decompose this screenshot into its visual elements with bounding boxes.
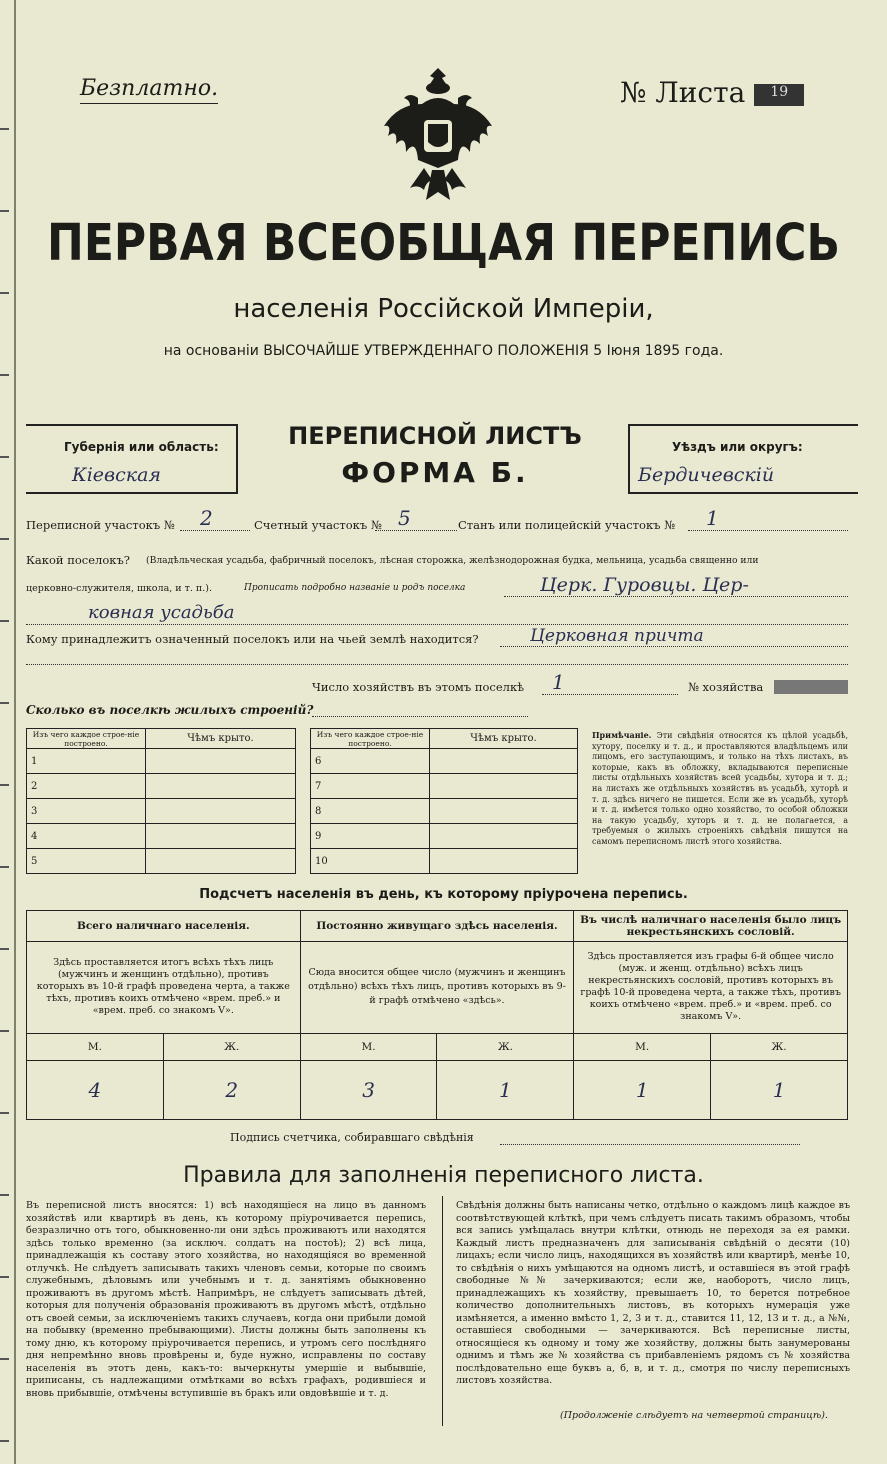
building-row-number: 2 (27, 774, 146, 799)
province-value: Кіевская (72, 464, 161, 486)
sheet-number-value: 19 (754, 84, 804, 106)
settlement-label: Какой поселокъ? (26, 553, 130, 567)
district-box (628, 424, 858, 494)
tally-value: 4 (27, 1060, 164, 1119)
buildings-col-material: Изъ чего каждое строе-ніе построено. (27, 729, 146, 749)
owner-label: Кому принадлежитъ означенный поселокъ или на чьей землѣ находится? (26, 632, 479, 646)
settlement-hint-2: церковно-служителя, школа, и т. п.). (26, 583, 212, 594)
building-row-number: 7 (311, 774, 430, 799)
building-row-number: 9 (311, 824, 430, 849)
tally-col-female: Ж. (711, 1033, 848, 1060)
building-row-number: 4 (27, 824, 146, 849)
tally-value: 1 (711, 1060, 848, 1119)
tally-col-male: М. (574, 1033, 711, 1060)
tally-value: 3 (300, 1060, 437, 1119)
form-title: ФОРМА Б. (341, 456, 529, 489)
buildings-note (592, 730, 848, 848)
stan-label: Станъ или полицейскій участокъ № (458, 518, 675, 532)
buildings-note-lead: Примѣчаніе. (592, 730, 652, 740)
tally-col-female: Ж. (437, 1033, 574, 1060)
count-value: 5 (398, 506, 411, 530)
settlement-hint: (Владѣльческая усадьба, фабричный поселокъ, лѣсная сторожка, желѣзнодорожная будка, мельница, усадьба священно или (146, 555, 759, 566)
province-box (26, 424, 238, 494)
double-headed-eagle-emblem (378, 64, 498, 206)
tally-header-non-peasant: Въ числѣ наличнаго населенія было лицъ некрестьянскихъ сословій. (574, 911, 848, 942)
settlement-value-2: ковная усадьба (88, 602, 235, 623)
tally-value: 1 (437, 1060, 574, 1119)
settlement-value: Церк. Гуровцы. Цер- (540, 574, 749, 596)
sheet-number (620, 76, 804, 109)
district-label: Уѣздъ или округъ: (672, 440, 803, 454)
household-number-label: № хозяйства (688, 680, 764, 694)
buildings-table-right (310, 728, 578, 874)
building-row-number: 6 (311, 749, 430, 774)
households-value: 1 (552, 670, 565, 694)
buildings-col-material: Изъ чего каждое строе-ніе построено. (311, 729, 430, 749)
precinct-value: 2 (200, 506, 213, 530)
rules-continued: (Продолженіе слѣдуетъ на четвертой страницѣ). (560, 1410, 828, 1421)
building-row-number: 8 (311, 799, 430, 824)
households-label: Число хозяйствъ въ этомъ поселкѣ (312, 680, 525, 694)
tally-header-present: Всего наличнаго населенія. (27, 911, 301, 942)
buildings-col-roof: Чѣмъ крыто. (430, 729, 578, 749)
buildings-table-left (26, 728, 296, 874)
tally-desc-present: Здѣсь проставляется итогъ всѣхъ тѣхъ лицъ (мужчинъ и женщинъ отдѣльно), противъ которыхъ въ 10-й графѣ проведена черта, а также тѣхъ, противъ коихъ отмѣчено «врем. преб.» и «врем. преб. со знакомъ V». (27, 941, 301, 1033)
tally-table (26, 910, 848, 1120)
building-row-number: 5 (27, 849, 146, 874)
rules-right-column: Свѣдѣнія должны быть написаны четко, отдѣльно о каждомъ лицѣ каждое въ соотвѣтствующей клѣткѣ, при чемъ слѣдуетъ писать такимъ образомъ, чтобы вся запись умѣщалась внутри клѣтки, отнюдь не переходя за ея рамки. Каждый листъ предназначенъ для записыванія свѣдѣній о десяти (10) лицахъ; если число лицъ, находящихся въ хозяйствѣ или квартирѣ, менѣе 10, то свѣдѣнія о нихъ умѣщаются на одномъ листѣ, и оставшіеся въ этой графѣ свободные №№ зачеркиваются; если же, наоборотъ, число лицъ, принадлежащихъ къ хозяйству, превышаетъ 10, то берется потребное количество дополнительныхъ листовъ, въ которыхъ нумерація уже измѣняется, а именно вмѣсто 1, 2, 3 и т. д., ставится 11, 12, 13 и т. д., а №№, оставшіеся свободными — зачеркиваются. Всѣ переписные листы, относящіеся къ одному и тому же хозяйству, должны быть занумерованы однимъ и тѣмъ же № хозяйства съ прибавленіемъ рядомъ съ № хозяйства послѣдовательно еще буквъ а, б, в, и т. д., смотря по числу переписныхъ листовъ хозяйства. (456, 1200, 850, 1386)
tally-title: Подсчетъ населенія въ день, къ которому пріурочена перепись. (199, 887, 688, 902)
province-label: Губернія или область: (64, 440, 219, 454)
rules-divider (442, 1196, 443, 1426)
tally-header-permanent: Постоянно живущаго здѣсь населенія. (300, 911, 574, 942)
tally-desc-permanent: Сюда вносится общее число (мужчинъ и женщинъ отдѣльно) всѣхъ тѣхъ лицъ, противъ которыхъ въ 9-й графѣ отмѣчено «здѣсь». (300, 941, 574, 1033)
owner-value: Церковная причта (530, 626, 704, 646)
census-subtitle: населенія Россійской Имперіи, (233, 294, 654, 324)
tally-col-male: М. (300, 1033, 437, 1060)
tally-value: 2 (163, 1060, 300, 1119)
tally-col-female: Ж. (163, 1033, 300, 1060)
sheet-title: ПЕРЕПИСНОЙ ЛИСТЪ (288, 422, 582, 450)
signature-label: Подпись счетчика, собиравшаго свѣдѣнія (230, 1131, 474, 1144)
census-title: ПЕРВАЯ ВСЕОБЩАЯ ПЕРЕПИСЬ (47, 214, 840, 273)
household-number-redacted (774, 680, 848, 694)
rules-left-column: Въ переписной листъ вносятся: 1) всѣ находящіеся на лицо въ данномъ хозяйствѣ или квартирѣ въ день, къ которому пріурочивается перепись, безразлично отъ того, обыкновенно-ли они здѣсь проживаютъ или находятся здѣсь только временно (за исключ. солдатъ на постоѣ); 2) всѣ лица, принадлежащія къ составу этого хозяйства, но находящіяся во временной отлучкѣ. Не слѣдуетъ записывать такихъ членовъ семьи, которые по своимъ служебнымъ, дѣловымъ или учебнымъ и т. д. занятіямъ обыкновенно проживаютъ въ другомъ мѣстѣ. Напримѣръ, не слѣдуетъ записывать дѣтей, которыя для полученія образованія проживаютъ въ другомъ мѣстѣ, отдѣльно отъ своей семьи, за исключеніемъ такихъ случаевъ, когда они прибыли домой на побывку (временно пребывающими). Листы должны быть заполнены къ тому дню, къ которому пріурочивается перепись, и утромъ сего послѣдняго дня непремѣнно вновь провѣрены и, буде нужно, исправлены по составу населенія въ этотъ день, какъ-то: вычеркнуты умершіе и выбывшіе, приписаны, съ надлежащими отмѣтками во всѣхъ графахъ, родившіеся и вновь прибывшіе, отмѣчены вступившіе въ бракъ или овдовѣвшіе и т. д. (26, 1200, 426, 1399)
stan-value: 1 (706, 506, 719, 530)
rules-title: Правила для заполненія переписного листа. (183, 1163, 704, 1188)
count-label: Счетный участокъ № (254, 518, 382, 532)
settlement-hint-3: Прописать подробно названіе и родъ поселка (244, 583, 466, 593)
building-row-number: 10 (311, 849, 430, 874)
building-row-number: 3 (27, 799, 146, 824)
tally-value: 1 (574, 1060, 711, 1119)
census-basis: на основаніи ВЫСОЧАЙШЕ УТВЕРЖДЕННАГО ПОЛОЖЕНІЯ 5 Іюня 1895 года. (163, 343, 724, 359)
district-value: Бердичевскій (638, 464, 775, 486)
building-row-number: 1 (27, 749, 146, 774)
tally-desc-non-peasant: Здѣсь проставляется изъ графы 6-й общее число (муж. и женщ. отдѣльно) всѣхъ лицъ некрестьянскихъ сословій, противъ которыхъ въ графѣ 10-й проведена черта, а также тѣхъ, противъ коихъ отмѣчено «врем. преб.» и «врем. преб. со знакомъ V». (574, 941, 848, 1033)
sheet-number-label: № Листа (620, 76, 746, 109)
free-label: Безплатно. (80, 76, 219, 101)
tally-col-male: М. (27, 1033, 164, 1060)
buildings-col-roof: Чѣмъ крыто. (146, 729, 296, 749)
precinct-label: Переписной участокъ № (26, 518, 175, 532)
buildings-note-text: Эти свѣдѣнія относятся къ цѣлой усадьбѣ, хутору, поселку и т. д., и проставляются владѣльцемъ или лицомъ, его заступающимъ, и только на тѣхъ листахъ, въ которые, какъ въ обложку, вкладываются переписные листы отдѣльныхъ хозяйствъ всей усадьбы, хутора и т. д.; на листахъ же отдѣльныхъ хозяйствъ въ усадьбѣ, хуторѣ и т. д. здѣсь ничего не пишется. Если же въ усадьбѣ, хуторѣ и т. д. имѣется только одно хозяйство, то особой обложки на такую усадьбу, хуторъ и т. д. не полагается, а требуемыя о жилыхъ строеніяхъ свѣдѣнія пишутся на самомъ переписномъ листѣ этого хозяйства. (592, 731, 849, 846)
buildings-label: Сколько въ поселкѣ жилыхъ строеній? (26, 703, 314, 717)
